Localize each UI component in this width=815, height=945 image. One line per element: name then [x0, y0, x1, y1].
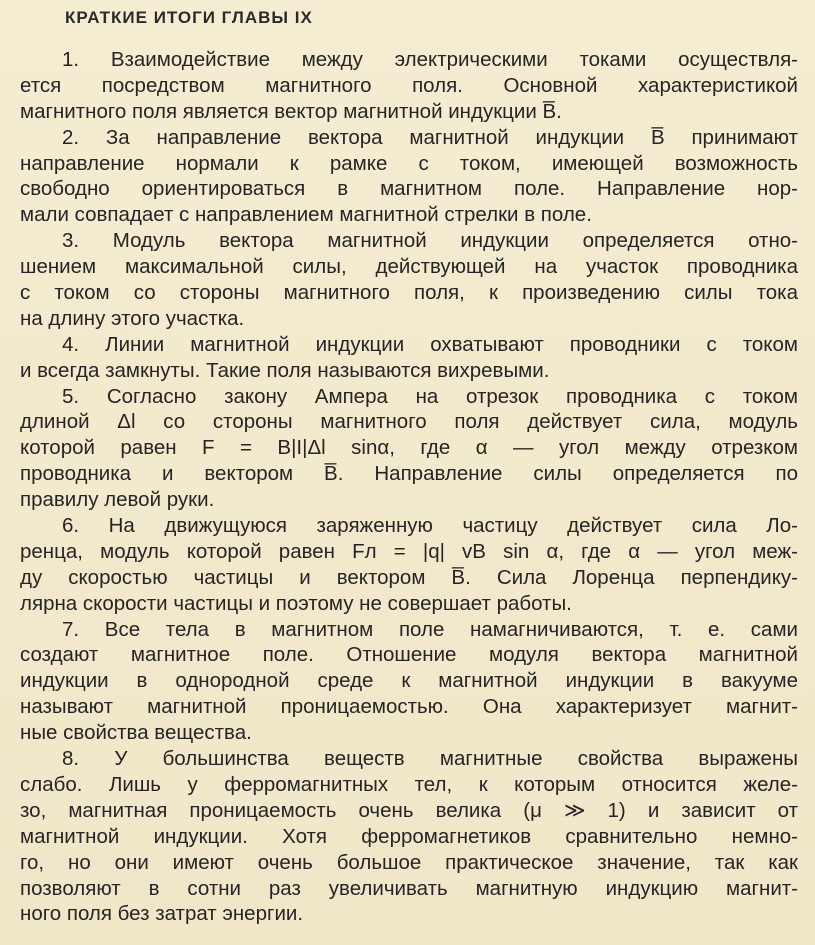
text-line: называют магнитной проницаемостью. Она характеризует магнит-	[20, 695, 798, 719]
text-line: ные свойства вещества.	[20, 721, 252, 745]
text-line: ду скоростью частицы и вектором B̅. Сила Лоренца перпендику-	[20, 565, 798, 589]
text-line: магнитного поля является вектор магнитной индукции B̅.	[20, 99, 562, 123]
text-line: с током со стороны магнитного поля, к произведению силы тока	[20, 281, 798, 305]
text-line: которой равен F = B|I|Δl sinα, где α — угол между отрезком	[20, 436, 798, 460]
text-line: на длину этого участка.	[20, 306, 245, 330]
paragraph-8	[20, 746, 798, 927]
text-line: 1. Взаимодействие между электрическими токами осуществля-	[62, 48, 798, 71]
text-line: направление нормали к рамке с током, имеющей возможность	[20, 151, 798, 175]
text-line: 6. На движущуюся заряженную частицу действует сила Ло-	[62, 514, 798, 538]
text-line: свободно ориентироваться в магнитном поле. Направление нор-	[20, 177, 798, 201]
text-line: 7. Все тела в магнитном поле намагничиваются, т. е. сами	[62, 617, 798, 641]
paragraph-6	[20, 513, 798, 617]
text-line: индукции в однородной среде к магнитной индукции в вакууме	[20, 669, 798, 693]
text-line: зо, магнитная проницаемость очень велика (μ ≫ 1) и зависит от	[20, 798, 798, 822]
text-line: 5. Согласно закону Ампера на отрезок проводника с током	[62, 384, 798, 408]
paragraph-4	[20, 332, 798, 384]
text-line: ется посредством магнитного поля. Основной характеристикой	[20, 73, 798, 97]
text-line: позволяют в сотни раз увеличивать магнитную индукцию магнит-	[20, 876, 798, 900]
paragraph-1	[20, 47, 798, 125]
text-line: проводника и вектором B̅. Направление силы определяется по	[20, 462, 798, 486]
text-line: лярна скорости частицы и поэтому не совершает работы.	[20, 591, 572, 615]
text-line: магнитной индукции. Хотя ферромагнетиков сравнительно немно-	[20, 824, 798, 848]
paragraph-3	[20, 228, 798, 332]
text-line: правилу левой руки.	[20, 488, 215, 512]
text-line: ренца, модуль которой равен Fл = |q| vB sin α, где α — угол меж-	[20, 539, 798, 563]
text-line: длиной Δl со стороны магнитного поля действует сила, модуль	[20, 410, 798, 434]
text-line: создают магнитное поле. Отношение модуля вектора магнитной	[20, 643, 798, 667]
summary-text	[20, 47, 798, 927]
text-line: го, но они имеют очень большое практическое значение, так как	[20, 850, 798, 874]
paragraph-5	[20, 384, 798, 513]
text-line: ного поля без затрат энергии.	[20, 902, 304, 926]
paragraph-2	[20, 125, 798, 229]
text-line: 2. За направление вектора магнитной индукции B̅ принимают	[62, 125, 798, 149]
text-line: 8. У большинства веществ магнитные свойства выражены	[62, 747, 798, 771]
paragraph-7	[20, 617, 798, 746]
text-line: шением максимальной силы, действующей на участок проводника	[20, 255, 798, 279]
chapter-summary-heading: КРАТКИЕ ИТОГИ ГЛАВЫ IX	[65, 8, 313, 27]
text-line: мали совпадает с направлением магнитной стрелки в поле.	[20, 203, 592, 227]
text-line: 4. Линии магнитной индукции охватывают проводники с током	[62, 332, 798, 356]
text-line: и всегда замкнуты. Такие поля называются вихревыми.	[20, 358, 550, 382]
text-line: 3. Модуль вектора магнитной индукции определяется отно-	[62, 229, 798, 253]
text-line: слабо. Лишь у ферромагнитных тел, к которым относится желе-	[20, 772, 798, 796]
